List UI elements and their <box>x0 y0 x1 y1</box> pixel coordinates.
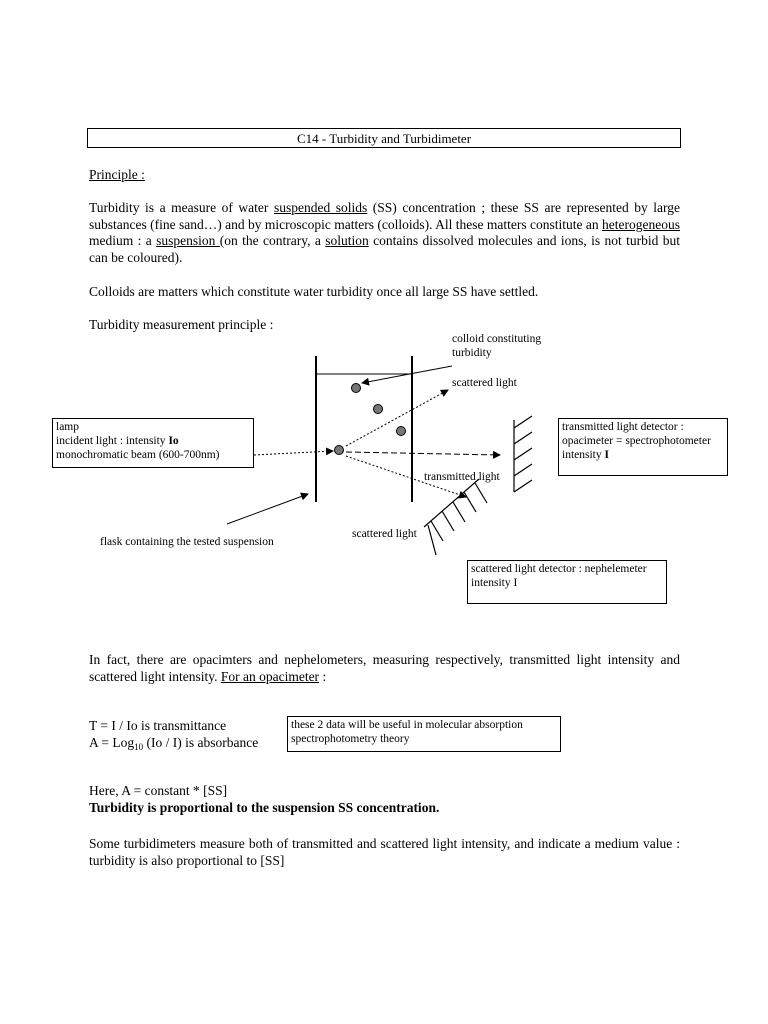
colloid-particle <box>352 384 361 393</box>
colloid-particle <box>335 446 344 455</box>
scattered-light-bottom-label: scattered light <box>352 528 417 540</box>
paragraph-turbidity-definition: Turbidity is a measure of water suspended solids (SS) concentration ; these SS are represented by large substances (fine sand…) and by microscopic matters (colloids). All these matters constitute an heterogeneous medium : a suspension (on the contrary, a solution contains dissolved molecules and ions, is not turbid but can be coloured). <box>89 200 680 265</box>
paragraph-opacimeters: In fact, there are opacimters and nephelometers, measuring respectively, transmitted light intensity and scattered light intensity. For an opacimeter : <box>89 652 680 684</box>
lamp-box: lamp incident light : intensity Io monochromatic beam (600-700nm) <box>52 418 254 468</box>
scattered-light-top-label: scattered light <box>452 377 517 389</box>
nephelometer-box: scattered light detector : nephelemeter intensity I <box>467 560 667 604</box>
scattered-detector-shape <box>424 479 487 555</box>
measurement-heading: Turbidity measurement principle : <box>89 317 274 332</box>
formula-constant: Here, A = constant * [SS] <box>89 783 228 798</box>
bold-statement: Turbidity is proportional to the suspension SS concentration. <box>89 800 440 815</box>
page-title: C14 - Turbidity and Turbidimeter <box>87 128 681 148</box>
formula-absorbance: A = Log$_{10}$ (Io / I) is absorbance <box>89 735 259 752</box>
flask-label: flask containing the tested suspension <box>100 536 274 548</box>
note-box: these 2 data will be useful in molecular absorption spectrophotometry theory <box>287 716 561 752</box>
transmitted-beam-arrow <box>346 452 500 455</box>
paragraph-colloids: Colloids are matters which constitute water turbidity once all large SS have settled. <box>89 284 539 299</box>
paragraph-combined-turbidimeters: Some turbidimeters measure both of transmitted and scattered light intensity, and indicate a medium value : turbidity is also proportional to [SS] <box>89 836 680 868</box>
formula-transmittance: T = I / Io is transmittance <box>89 718 227 733</box>
scattered-up-arrow <box>346 390 448 446</box>
incident-beam-arrow <box>254 451 333 455</box>
transmitted-detector-box: transmitted light detector : opacimeter = spectrophotometer intensity I <box>558 418 728 476</box>
colloid-particle <box>374 405 383 414</box>
transmitted-detector-shape <box>514 416 532 492</box>
colloid-label: colloid constituting turbidity <box>452 333 542 359</box>
flask-pointer-arrow <box>227 494 308 524</box>
principle-heading: Principle : <box>89 167 145 182</box>
transmitted-light-label: transmitted light <box>424 471 500 483</box>
colloid-particle <box>397 427 406 436</box>
